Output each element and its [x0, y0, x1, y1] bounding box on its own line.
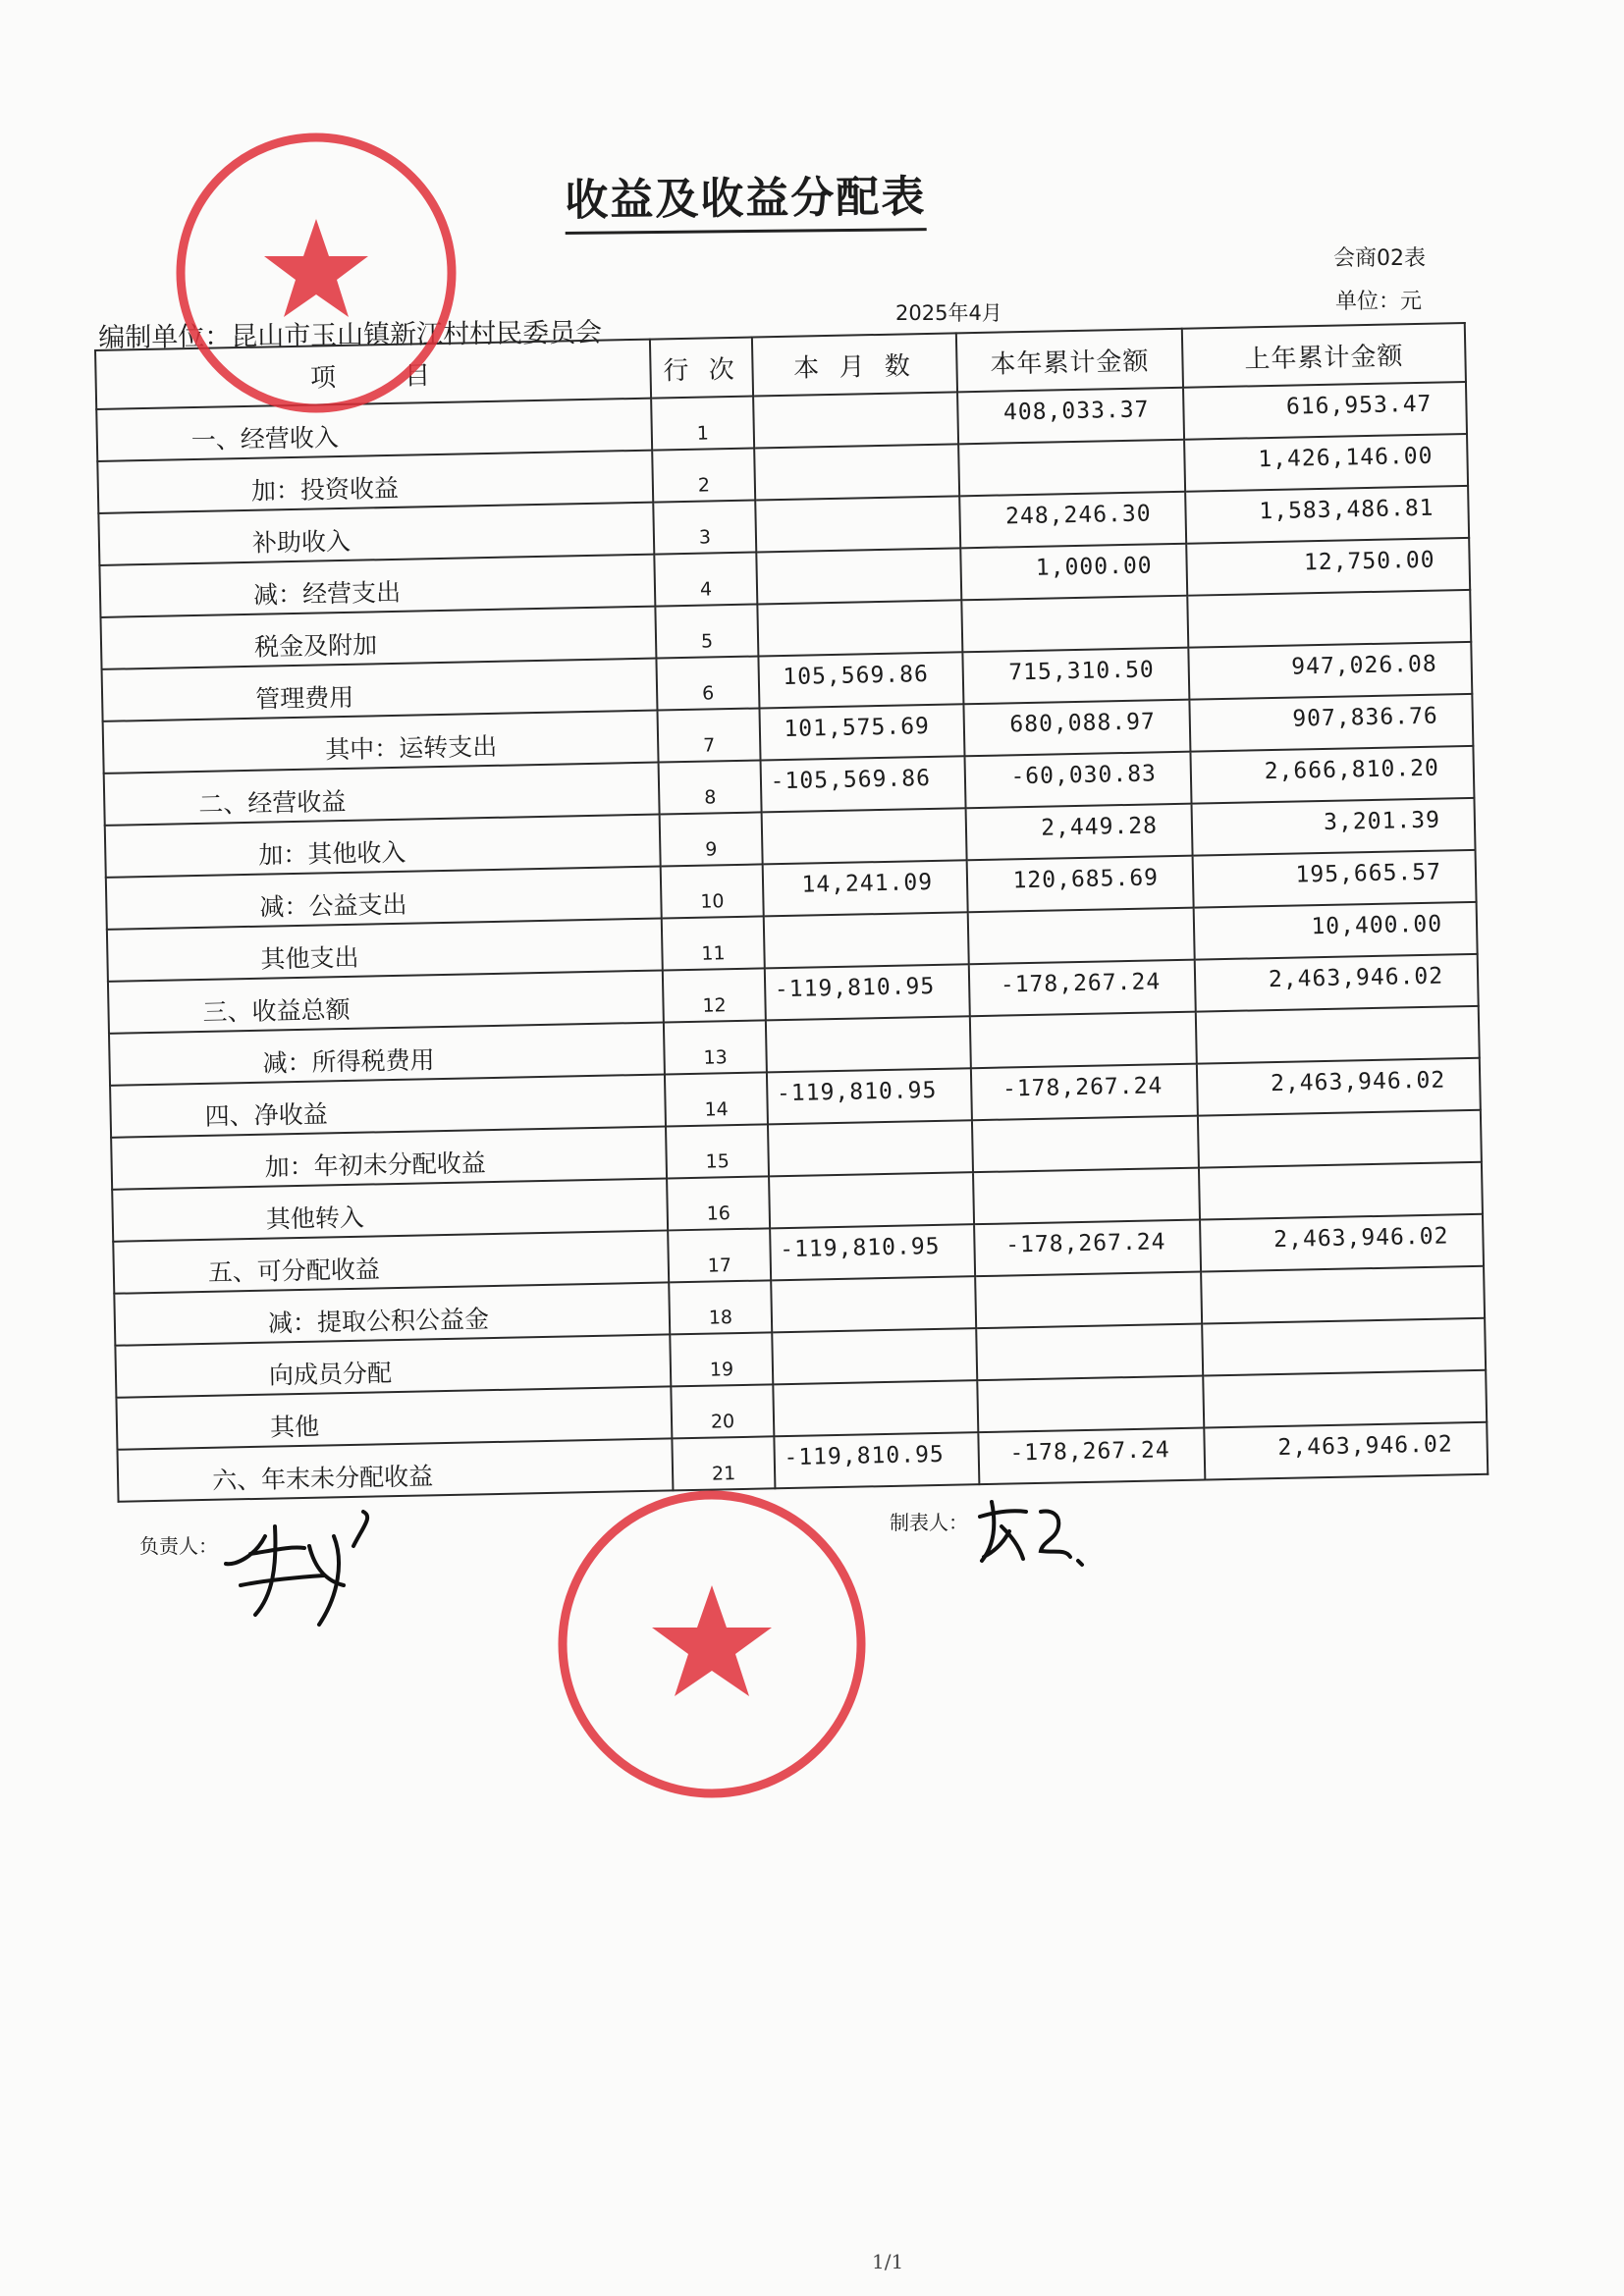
village-committee-seal — [169, 126, 463, 420]
row-ytd-amount: -178,267.24 — [971, 1064, 1198, 1121]
header-line: 行 次 — [650, 338, 753, 399]
row-month-amount: -119,810.95 — [774, 1432, 979, 1488]
header-month: 本 月 数 — [752, 333, 957, 396]
row-month-amount — [766, 1016, 971, 1072]
row-item-label: 管理费用 — [102, 659, 658, 721]
preparer-label: 制表人： — [890, 1511, 968, 1534]
row-prev-ytd-amount: 2,463,946.02 — [1195, 954, 1479, 1012]
row-month-amount — [756, 548, 961, 604]
row-item-label: 一、经营收入 — [96, 399, 652, 461]
row-prev-ytd-amount — [1202, 1318, 1486, 1376]
row-month-amount: -119,810.95 — [767, 1068, 972, 1124]
row-item-label: 减：所得税费用 — [109, 1023, 665, 1086]
row-ytd-amount: -178,267.24 — [978, 1428, 1205, 1485]
row-ytd-amount — [977, 1376, 1204, 1433]
report-period: 2025年4月 — [895, 301, 1002, 325]
row-ytd-amount — [972, 1116, 1199, 1173]
row-item-label: 二、经营收益 — [104, 763, 660, 826]
row-ytd-amount: -178,267.24 — [969, 960, 1196, 1017]
row-item-label: 减：经营支出 — [99, 555, 655, 617]
compiling-organization: 编制单位：昆山市玉山镇新江村村民委员会 — [98, 317, 603, 353]
row-item-label: 五、可分配收益 — [113, 1230, 669, 1293]
responsible-label: 负责人： — [139, 1534, 218, 1558]
row-prev-ytd-amount — [1198, 1110, 1482, 1168]
row-month-amount: 101,575.69 — [759, 704, 964, 760]
row-line-number: 20 — [671, 1384, 774, 1438]
row-ytd-amount — [970, 1012, 1197, 1069]
row-month-amount: -105,569.86 — [761, 756, 966, 812]
row-ytd-amount: -178,267.24 — [974, 1220, 1201, 1277]
row-ytd-amount: -60,030.83 — [964, 752, 1191, 809]
row-ytd-amount: 248,246.30 — [959, 492, 1186, 549]
document-title: 收益及收益分配表 — [565, 161, 927, 235]
page-number: 1/1 — [872, 2250, 904, 2273]
row-item-label: 向成员分配 — [115, 1334, 671, 1397]
row-prev-ytd-amount: 1,426,146.00 — [1184, 434, 1468, 492]
row-month-amount — [772, 1328, 977, 1384]
row-line-number: 11 — [662, 916, 765, 970]
row-ytd-amount: 2,449.28 — [966, 804, 1193, 861]
row-prev-ytd-amount: 3,201.39 — [1192, 798, 1476, 856]
header-ytd: 本年累计金额 — [956, 329, 1183, 393]
row-item-label: 减：提取公积公益金 — [114, 1282, 670, 1345]
row-ytd-amount: 715,310.50 — [962, 648, 1189, 705]
income-distribution-table — [94, 322, 1489, 1503]
row-month-amount — [769, 1172, 974, 1228]
row-line-number: 8 — [659, 760, 762, 814]
row-month-amount — [768, 1120, 973, 1176]
row-prev-ytd-amount — [1201, 1266, 1485, 1324]
row-prev-ytd-amount: 2,463,946.02 — [1197, 1058, 1481, 1116]
row-item-label: 六、年末未分配收益 — [117, 1438, 673, 1501]
row-prev-ytd-amount: 2,463,946.02 — [1204, 1422, 1488, 1480]
row-line-number: 19 — [670, 1332, 773, 1386]
row-line-number: 15 — [666, 1124, 769, 1178]
row-ytd-amount: 680,088.97 — [963, 700, 1190, 757]
header-item: 项 目 — [95, 340, 651, 409]
header-prev-ytd: 上年累计金额 — [1182, 323, 1466, 388]
row-ytd-amount — [961, 596, 1188, 653]
row-item-label: 其他转入 — [112, 1178, 668, 1241]
row-month-amount: -119,810.95 — [765, 964, 970, 1020]
row-line-number: 10 — [661, 864, 764, 918]
row-line-number: 9 — [660, 812, 763, 866]
row-month-amount: -119,810.95 — [770, 1224, 975, 1280]
row-month-amount — [771, 1276, 976, 1332]
row-item-label: 其中：运转支出 — [103, 711, 659, 774]
row-ytd-amount — [958, 440, 1185, 497]
row-prev-ytd-amount — [1196, 1006, 1480, 1064]
form-code: 会商02表 — [1333, 246, 1426, 271]
row-prev-ytd-amount: 10,400.00 — [1194, 902, 1478, 960]
row-month-amount — [773, 1380, 978, 1436]
row-month-amount — [757, 600, 962, 656]
row-prev-ytd-amount — [1203, 1370, 1487, 1428]
row-line-number: 17 — [668, 1228, 771, 1282]
row-line-number: 13 — [664, 1020, 767, 1074]
row-item-label: 其他支出 — [107, 919, 663, 982]
row-prev-ytd-amount: 12,750.00 — [1186, 538, 1470, 596]
row-line-number: 1 — [651, 397, 754, 451]
row-item-label: 加：投资收益 — [97, 451, 653, 513]
row-line-number: 12 — [663, 968, 766, 1022]
row-line-number: 18 — [669, 1280, 772, 1334]
row-line-number: 5 — [655, 604, 758, 658]
row-item-label: 加：其他收入 — [105, 815, 661, 878]
responsible-signature — [216, 1507, 383, 1644]
preparer-signature — [972, 1492, 1090, 1571]
row-prev-ytd-amount — [1199, 1162, 1483, 1220]
row-prev-ytd-amount: 2,666,810.20 — [1190, 746, 1474, 804]
row-month-amount: 14,241.09 — [763, 860, 968, 916]
row-prev-ytd-amount: 195,665.57 — [1193, 850, 1477, 908]
row-ytd-amount — [968, 908, 1195, 965]
row-item-label: 减：公益支出 — [106, 867, 662, 930]
row-line-number: 3 — [653, 501, 756, 555]
unit-label: 单位：元 — [1335, 290, 1423, 314]
row-ytd-amount — [976, 1324, 1203, 1381]
row-line-number: 4 — [654, 553, 757, 607]
row-month-amount: 105,569.86 — [758, 652, 963, 708]
row-item-label: 三、收益总额 — [108, 971, 664, 1034]
row-ytd-amount — [973, 1168, 1200, 1225]
row-prev-ytd-amount — [1187, 590, 1471, 648]
row-month-amount — [764, 912, 969, 968]
row-item-label: 四、净收益 — [110, 1074, 666, 1137]
row-item-label: 其他 — [116, 1386, 672, 1449]
row-line-number: 14 — [665, 1072, 768, 1126]
row-ytd-amount — [975, 1272, 1202, 1329]
row-line-number: 21 — [672, 1436, 775, 1490]
row-item-label: 加：年初未分配收益 — [111, 1126, 667, 1189]
row-ytd-amount: 120,685.69 — [967, 856, 1194, 913]
row-line-number: 16 — [667, 1176, 770, 1230]
row-line-number: 6 — [656, 656, 759, 710]
row-prev-ytd-amount: 907,836.76 — [1189, 694, 1473, 752]
row-month-amount — [755, 496, 960, 552]
row-ytd-amount: 408,033.37 — [957, 388, 1184, 445]
row-item-label: 税金及附加 — [100, 607, 656, 669]
row-month-amount — [753, 392, 958, 448]
row-month-amount — [762, 808, 967, 864]
row-month-amount — [754, 444, 959, 500]
row-prev-ytd-amount: 616,953.47 — [1183, 382, 1467, 440]
row-prev-ytd-amount: 947,026.08 — [1188, 642, 1472, 700]
row-prev-ytd-amount: 2,463,946.02 — [1200, 1214, 1484, 1272]
row-line-number: 2 — [652, 449, 755, 503]
supervision-committee-seal — [550, 1482, 874, 1806]
row-prev-ytd-amount: 1,583,486.81 — [1185, 486, 1469, 544]
report-table-wrapper — [94, 322, 1489, 1503]
row-line-number: 7 — [657, 708, 760, 762]
row-item-label: 补助收入 — [98, 503, 654, 565]
row-ytd-amount: 1,000.00 — [960, 544, 1187, 601]
